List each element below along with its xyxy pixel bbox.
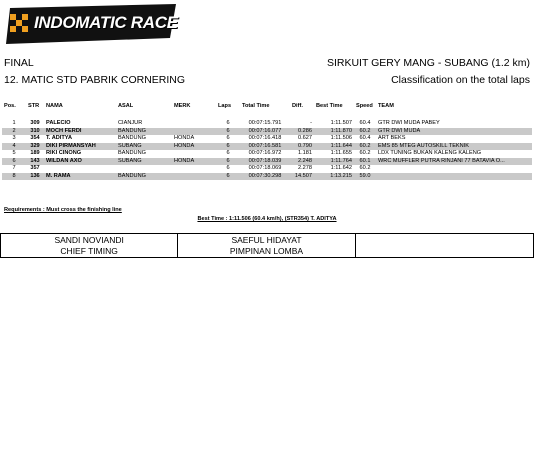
cell-nama: MOCH FERDI — [44, 128, 116, 136]
cell-pos: 7 — [2, 165, 26, 173]
cell-best: 1:11.644 — [314, 143, 354, 151]
cell-total: 00:07:16.972 — [240, 150, 290, 158]
cell-speed: 60.2 — [354, 143, 376, 151]
cell-total: 00:07:16.418 — [240, 135, 290, 143]
cell-diff: 0.286 — [290, 128, 314, 136]
cell-asal: BANDUNG — [116, 173, 172, 181]
signature-chief-timing — [1, 234, 178, 257]
classification-label: Classification on the total laps — [391, 74, 530, 86]
cell-total: 00:07:18.039 — [240, 158, 290, 166]
results-table — [2, 99, 532, 180]
cell-merk — [172, 128, 216, 136]
cell-best: 1:11.655 — [314, 150, 354, 158]
cell-best: 1:11.506 — [314, 135, 354, 143]
cell-diff: 2.248 — [290, 158, 314, 166]
table-spacer — [2, 113, 532, 120]
cell-pos: 4 — [2, 143, 26, 151]
table-row — [2, 135, 532, 143]
cell-asal: BANDUNG — [116, 135, 172, 143]
requirements-note: Requirements : Must cross the finishing line — [4, 207, 122, 213]
table-row — [2, 173, 532, 181]
cell-laps: 6 — [216, 150, 240, 158]
cell-speed: 60.2 — [354, 128, 376, 136]
cell-merk: HONDA — [172, 143, 216, 151]
cell-merk — [172, 150, 216, 158]
cell-str: 189 — [26, 150, 44, 158]
cell-team — [376, 173, 532, 181]
cell-laps: 6 — [216, 158, 240, 166]
cell-pos: 2 — [2, 128, 26, 136]
col-header-speed: Speed — [356, 103, 373, 109]
cell-pos: 1 — [2, 120, 26, 128]
table-row — [2, 150, 532, 158]
table-row — [2, 158, 532, 166]
cell-merk: HONDA — [172, 135, 216, 143]
col-header-asal: ASAL — [118, 103, 134, 109]
cell-nama: RIKI CINONG — [44, 150, 116, 158]
col-header-laps: Laps — [218, 103, 232, 109]
cell-total: 00:07:15.791 — [240, 120, 290, 128]
cell-speed: 60.2 — [354, 150, 376, 158]
logo-text: INDOMATIC RACE — [34, 13, 178, 32]
cell-diff: - — [290, 120, 314, 128]
results-body — [2, 113, 532, 180]
cell-asal: CIANJUR — [116, 120, 172, 128]
col-header-pos: Pos. — [4, 103, 16, 109]
signature-name: SAEFUL HIDAYAT — [231, 235, 302, 245]
cell-best: 1:11.764 — [314, 158, 354, 166]
cell-diff: 1.181 — [290, 150, 314, 158]
cell-pos: 5 — [2, 150, 26, 158]
cell-team: LDX TUNING BUKAN KALENG KALENG — [376, 150, 532, 158]
cell-nama: DIKI PIRMANSYAH — [44, 143, 116, 151]
col-header-team: TEAM — [378, 103, 394, 109]
cell-total: 00:07:16.077 — [240, 128, 290, 136]
cell-laps: 6 — [216, 143, 240, 151]
cell-pos: 6 — [2, 158, 26, 166]
cell-pos: 3 — [2, 135, 26, 143]
cell-laps: 6 — [216, 128, 240, 136]
cell-total: 00:07:30.298 — [240, 173, 290, 181]
cell-nama: PALECIO — [44, 120, 116, 128]
cell-merk — [172, 173, 216, 181]
cell-speed: 59.0 — [354, 173, 376, 181]
signature-name: SANDI NOVIANDI — [54, 235, 124, 245]
cell-speed: 60.1 — [354, 158, 376, 166]
cell-asal: BANDUNG — [116, 128, 172, 136]
cell-asal: BANDUNG — [116, 150, 172, 158]
cell-speed: 60.4 — [354, 120, 376, 128]
signature-role: CHIEF TIMING — [60, 246, 118, 256]
cell-diff: 2.278 — [290, 165, 314, 173]
table-row — [2, 120, 532, 128]
signature-role: PIMPINAN LOMBA — [229, 246, 304, 256]
cell-total: 00:07:16.581 — [240, 143, 290, 151]
cell-laps: 6 — [216, 173, 240, 181]
cell-best: 1:11.642 — [314, 165, 354, 173]
cell-speed: 60.2 — [354, 165, 376, 173]
cell-team: GTR DWI MUDA PABEY — [376, 120, 532, 128]
col-header-total-time: Total Time — [242, 103, 270, 109]
cell-asal: SUBANG — [116, 143, 172, 151]
best-time-note: Best Time : 1:11.506 (60.4 km/h), (STR354) T. ADITYA — [197, 216, 337, 222]
signature-block — [0, 233, 534, 258]
col-header-nama: NAMA — [46, 103, 63, 109]
cell-nama: WILDAN AXO — [44, 158, 116, 166]
cell-merk — [172, 120, 216, 128]
cell-diff: 14.507 — [290, 173, 314, 181]
cell-nama: T. ADITYA — [44, 135, 116, 143]
session-label: FINAL — [4, 57, 34, 69]
cell-str: 357 — [26, 165, 44, 173]
cell-nama: M. RAMA — [44, 173, 116, 181]
cell-str: 136 — [26, 173, 44, 181]
table-row — [2, 128, 532, 136]
col-header-diff: Diff. — [292, 103, 303, 109]
cell-best: 1:11.507 — [314, 120, 354, 128]
col-header-str: STR — [28, 103, 40, 109]
col-header-merk: MERK — [174, 103, 191, 109]
indomatic-race-logo — [4, 2, 180, 46]
cell-str: 309 — [26, 120, 44, 128]
cell-str: 329 — [26, 143, 44, 151]
col-header-best-time: Best Time — [316, 103, 343, 109]
cell-best: 1:11.870 — [314, 128, 354, 136]
cell-laps: 6 — [216, 165, 240, 173]
cell-laps: 6 — [216, 135, 240, 143]
cell-asal — [116, 165, 172, 173]
cell-team: EMS 85 MTEG AUTOSKILL TEKNIK — [376, 143, 532, 151]
cell-str: 354 — [26, 135, 44, 143]
cell-team: WRC MUFFLER PUTRA RINJANI 77 BATAVIA O... — [376, 158, 532, 166]
race-title: 12. MATIC STD PABRIK CORNERING — [4, 74, 186, 86]
cell-team: ART BEKS — [376, 135, 532, 143]
cell-diff: 0.790 — [290, 143, 314, 151]
signature-pimpinan-lomba — [178, 234, 355, 257]
cell-str: 143 — [26, 158, 44, 166]
cell-merk: HONDA — [172, 158, 216, 166]
cell-pos: 8 — [2, 173, 26, 181]
cell-best: 1:13.215 — [314, 173, 354, 181]
signature-empty — [356, 234, 533, 257]
cell-speed: 60.4 — [354, 135, 376, 143]
table-header-row — [2, 99, 532, 113]
cell-total: 00:07:18.069 — [240, 165, 290, 173]
cell-team: GTR DWI MUDA — [376, 128, 532, 136]
cell-diff: 0.627 — [290, 135, 314, 143]
cell-merk — [172, 165, 216, 173]
table-row — [2, 165, 532, 173]
cell-team — [376, 165, 532, 173]
circuit-label: SIRKUIT GERY MANG - SUBANG (1.2 km) — [326, 57, 530, 69]
table-row — [2, 143, 532, 151]
cell-nama — [44, 165, 116, 173]
cell-asal: SUBANG — [116, 158, 172, 166]
cell-str: 310 — [26, 128, 44, 136]
cell-laps: 6 — [216, 120, 240, 128]
